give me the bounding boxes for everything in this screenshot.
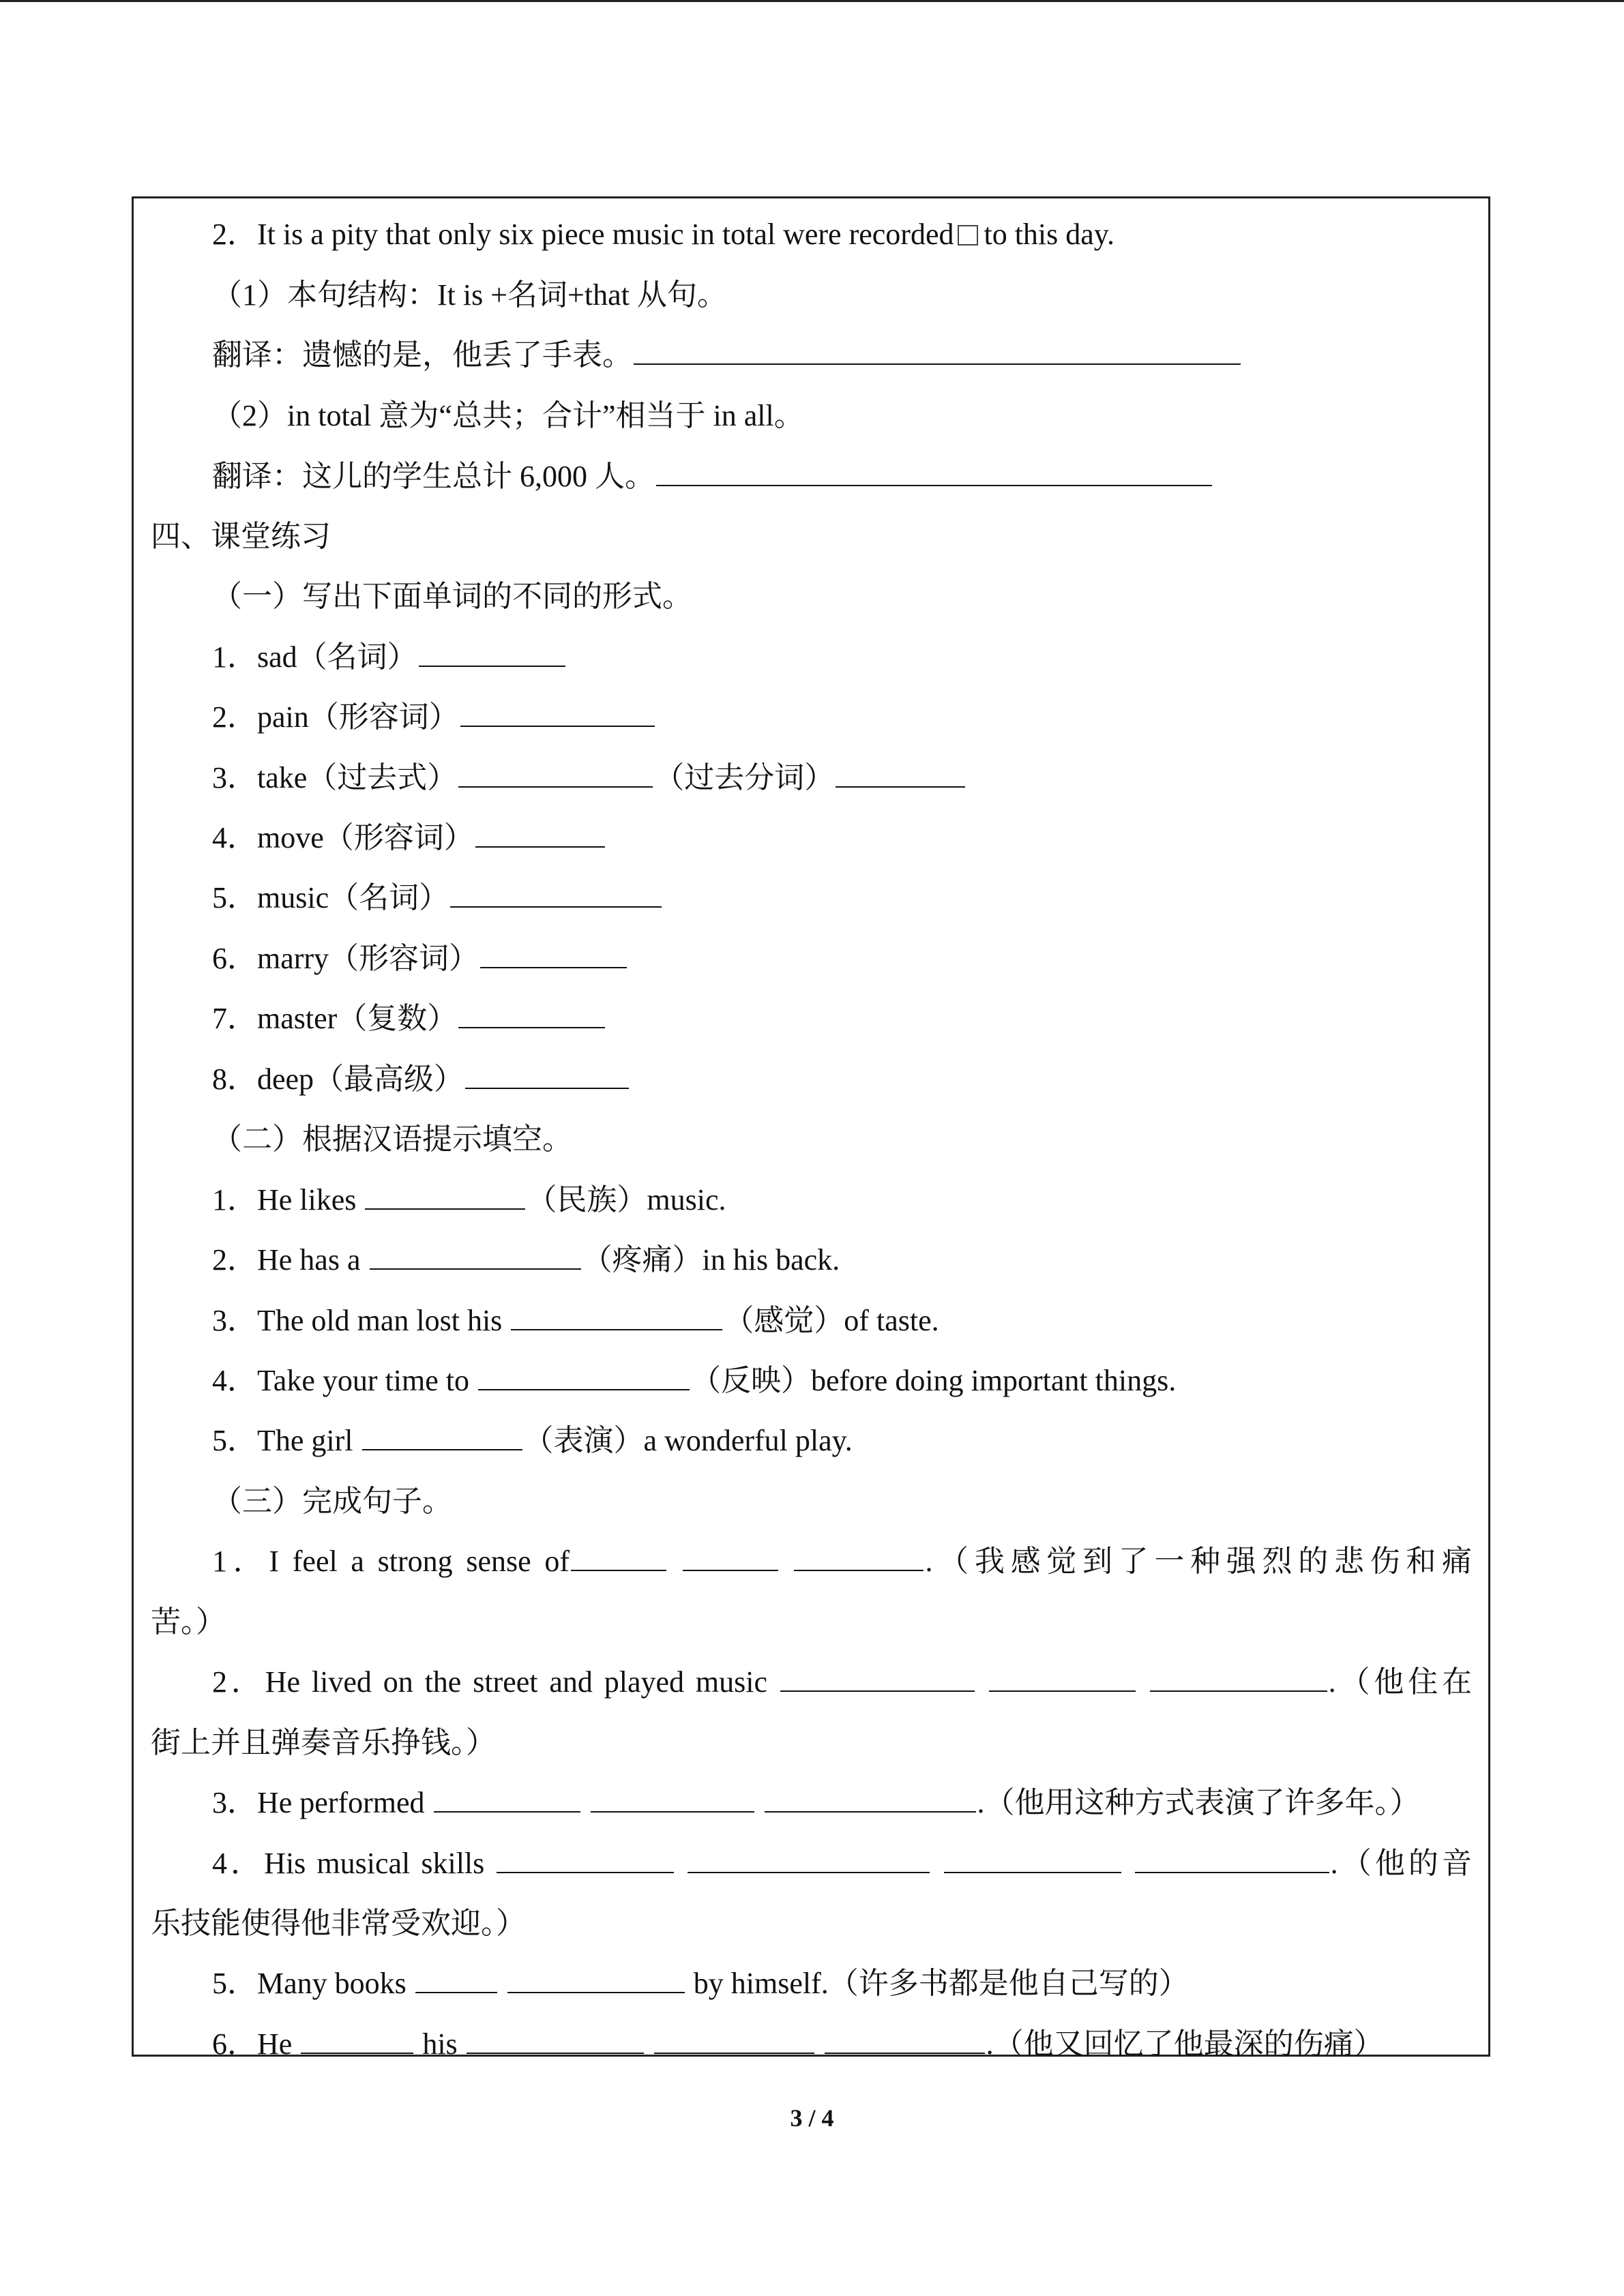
word-item-6 [134, 938, 1488, 979]
answer-blank[interactable] [591, 1785, 754, 1813]
answer-blank[interactable] [571, 1544, 666, 1571]
part-3-heading-text: （三）完成句子。 [212, 1485, 452, 1518]
answer-blank[interactable] [465, 1062, 629, 1089]
fill-item-text: （民族）music. [527, 1183, 726, 1217]
word-item-4 [134, 818, 1488, 859]
complete-item-4-cont [134, 1903, 1488, 1944]
complete-item-3 [134, 1783, 1488, 1823]
complete-item-text: .（他又回忆了他最深的伤痛） [986, 2027, 1384, 2061]
word-item-label: 5．music（名词） [212, 881, 449, 914]
answer-blank[interactable] [634, 338, 1241, 365]
answer-blank[interactable] [794, 1544, 924, 1571]
fill-item-4 [134, 1360, 1488, 1401]
structure-note-text: （1）本句结构：It is +名词+that 从句。 [212, 278, 727, 312]
in-total-note [134, 396, 1488, 436]
page-number: 3 / 4 [790, 2104, 834, 2132]
complete-item-text: .（他住在 [1328, 1665, 1473, 1699]
answer-blank[interactable] [460, 700, 655, 727]
complete-item-text: 3．He performed [212, 1786, 425, 1819]
complete-item-4 [134, 1843, 1488, 1884]
answer-blank[interactable] [467, 2027, 644, 2054]
fill-item-text: 4．Take your time to [212, 1364, 469, 1397]
answer-blank[interactable] [434, 1785, 580, 1813]
fill-item-text: （感觉）of taste. [724, 1304, 939, 1337]
answer-blank[interactable] [989, 1665, 1136, 1692]
fill-item-text: （表演）a wonderful play. [523, 1424, 853, 1457]
fill-item-text: （反映）before doing important things. [690, 1364, 1177, 1397]
fill-item-text: 2．He has a [212, 1243, 361, 1277]
complete-item-2 [134, 1662, 1488, 1703]
part-3-heading [134, 1481, 1488, 1522]
answer-blank[interactable] [511, 1303, 722, 1330]
word-item-label: 7．master（复数） [212, 1002, 458, 1035]
complete-item-5 [134, 1963, 1488, 2004]
word-item-label: 4．move（形容词） [212, 821, 474, 854]
answer-blank[interactable] [765, 1785, 976, 1813]
word-item-label: 1．sad（名词） [212, 640, 417, 674]
word-item-label: （过去分词） [654, 761, 835, 794]
complete-item-text: 1．I feel a strong sense of [212, 1545, 570, 1578]
section-4-heading [134, 516, 1488, 557]
translation-2 [134, 456, 1488, 497]
answer-blank[interactable] [480, 941, 627, 968]
answer-blank[interactable] [656, 459, 1212, 486]
word-item-label: 6．marry（形容词） [212, 942, 479, 975]
translation-1 [134, 335, 1488, 376]
answer-blank[interactable] [365, 1182, 525, 1210]
complete-item-text: 2．He lived on the street and played music [212, 1665, 767, 1699]
fill-item-text: 3．The old man lost his [212, 1304, 503, 1337]
complete-item-text: .（他用这种方式表演了许多年。） [977, 1786, 1420, 1819]
answer-blank[interactable] [497, 1846, 674, 1873]
fill-item-text: （疼痛）in his back. [582, 1243, 840, 1277]
answer-blank[interactable] [1150, 1665, 1327, 1692]
answer-blank[interactable] [688, 1846, 930, 1873]
complete-item-1 [134, 1541, 1488, 1582]
word-item-7 [134, 998, 1488, 1039]
complete-item-text: .（他的音 [1330, 1847, 1473, 1880]
fill-item-1 [134, 1180, 1488, 1221]
structure-note [134, 275, 1488, 316]
answer-blank[interactable] [683, 1544, 778, 1571]
answer-blank[interactable] [301, 2027, 413, 2054]
sentence-2-text: 2．It is a pity that only six piece music in total were recorded [212, 218, 954, 251]
worksheet-frame [132, 196, 1490, 2061]
complete-item-text: 6．He [212, 2027, 293, 2061]
part-1-heading [134, 576, 1488, 617]
square-glyph-icon [958, 225, 978, 245]
complete-item-text: 4．His musical skills [212, 1847, 485, 1880]
answer-blank[interactable] [780, 1665, 975, 1692]
sentence-2-tail: to this day. [984, 218, 1114, 251]
sentence-2 [134, 214, 1488, 255]
fill-item-5 [134, 1420, 1488, 1461]
answer-blank[interactable] [944, 1846, 1121, 1873]
section-4-heading-text: 四、课堂练习 [151, 520, 331, 553]
complete-item-text: 乐技能使得他非常受欢迎。） [151, 1907, 526, 1940]
answer-blank[interactable] [458, 760, 653, 788]
answer-blank[interactable] [1135, 1846, 1329, 1873]
complete-item-2-cont [134, 1723, 1488, 1763]
fill-item-2 [134, 1240, 1488, 1281]
complete-item-text: his [422, 2027, 458, 2061]
top-border-line [0, 0, 1624, 2]
fill-item-text: 1．He likes [212, 1183, 357, 1217]
answer-blank[interactable] [370, 1242, 581, 1270]
answer-blank[interactable] [478, 1363, 690, 1390]
part-1-heading-text: （一）写出下面单词的不同的形式。 [212, 580, 692, 613]
answer-blank[interactable] [825, 2027, 985, 2054]
word-item-5 [134, 878, 1488, 919]
complete-item-1-cont [134, 1602, 1488, 1643]
word-item-2 [134, 697, 1488, 738]
answer-blank[interactable] [475, 820, 605, 848]
complete-item-6 [134, 2024, 1488, 2065]
word-item-label: 3．take（过去式） [212, 761, 458, 794]
word-item-3 [134, 758, 1488, 799]
fill-item-text: 5．The girl [212, 1424, 353, 1457]
translation-2-text: 翻译：这儿的学生总计 6,000 人。 [212, 460, 655, 493]
answer-blank[interactable] [458, 1001, 605, 1028]
answer-blank[interactable] [836, 760, 965, 788]
answer-blank[interactable] [415, 1966, 497, 1993]
part-2-heading [134, 1119, 1488, 1160]
answer-blank[interactable] [654, 2027, 814, 2054]
complete-item-text: 苦。） [151, 1605, 226, 1639]
in-total-note-text: （2）in total 意为“总共；合计”相当于 in all。 [212, 399, 804, 432]
answer-blank[interactable] [450, 880, 662, 908]
word-item-1 [134, 637, 1488, 678]
word-item-label: 2．pain（形容词） [212, 700, 459, 734]
word-item-8 [134, 1059, 1488, 1100]
answer-blank[interactable] [362, 1423, 522, 1450]
complete-item-text: 5．Many books [212, 1967, 407, 2000]
answer-blank[interactable] [419, 640, 565, 667]
answer-blank[interactable] [507, 1966, 685, 1993]
translation-1-text: 翻译：遗憾的是，他丢了手表。 [212, 338, 632, 372]
complete-item-text: 街上并且弹奏音乐挣钱。） [151, 1726, 496, 1759]
part-2-heading-text: （二）根据汉语提示填空。 [212, 1122, 572, 1156]
fill-item-3 [134, 1300, 1488, 1341]
complete-item-text: .（我感觉到了一种强烈的悲伤和痛 [925, 1545, 1473, 1578]
word-item-label: 8．deep（最高级） [212, 1062, 464, 1096]
complete-item-text: by himself.（许多书都是他自己写的） [693, 1967, 1189, 2000]
